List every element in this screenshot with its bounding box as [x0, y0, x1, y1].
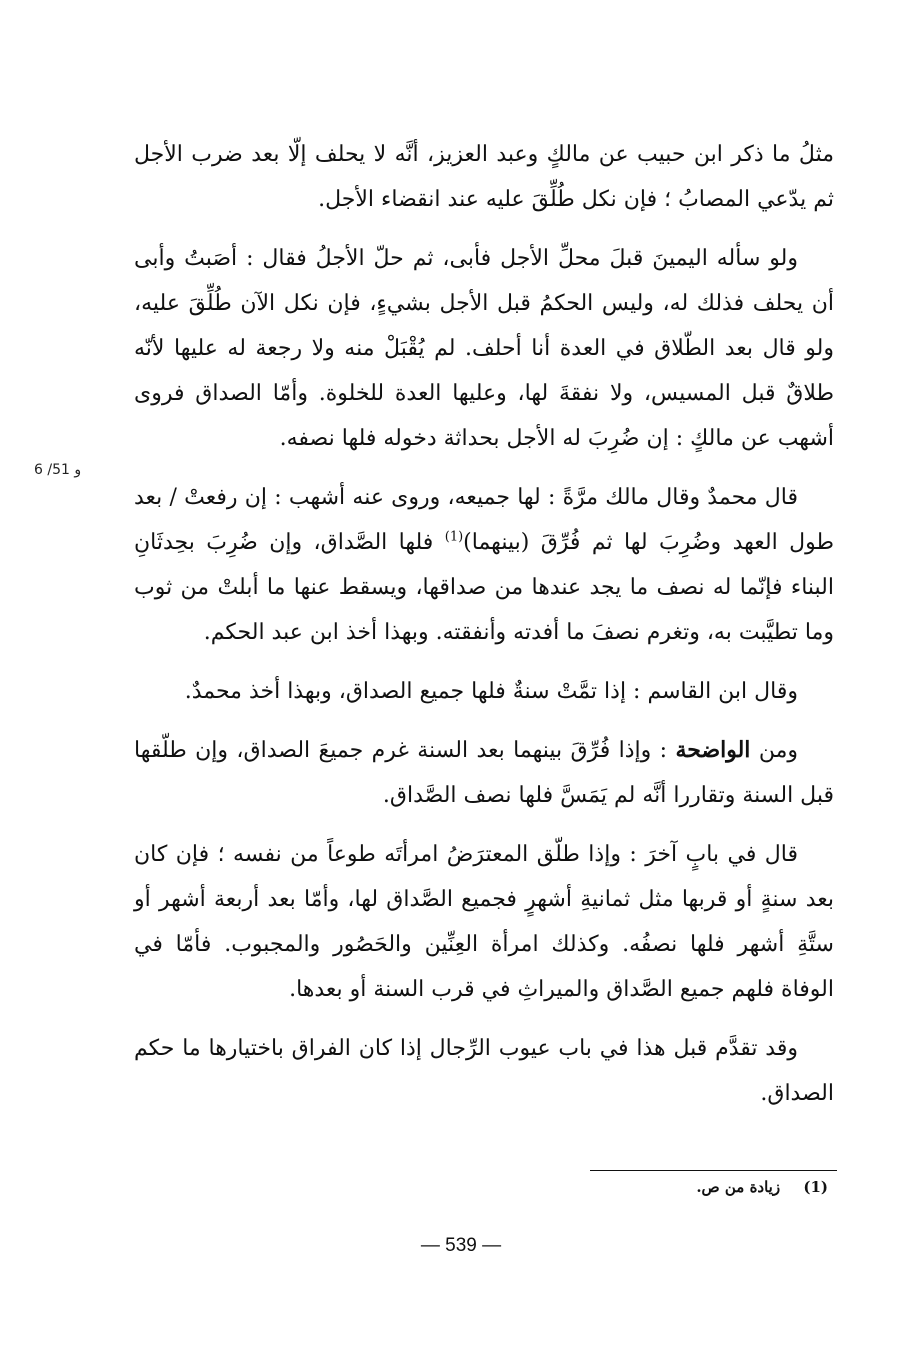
- page-number: — 539 —: [420, 1235, 502, 1256]
- main-text: [134, 132, 834, 1116]
- footnote: [696, 1178, 828, 1196]
- footnote-number: (1): [803, 1178, 828, 1196]
- paragraph-2: ولو سأله اليمينَ قبلَ محلِّ الأجل فأبى، ثم حلّ الأجلُ فقال : أصَبتُ وأبى أن يحلف فذلك له، وليس الحكمُ قبل الأجل بشيءٍ، فإن نكل الآن طُلِّقَ عليه، ولو قال بعد الطّلاق في العدة أنا أحلف. لم يُقْبَلْ منه ولا رجعة له عليها لأنّه طلاقٌ قبل المسيس، ولا نفقةَ لها، وعليها العدة للخلوة. وأمّا الصداق فروى أشهب عن مالكٍ : إن ضُرِبَ له الأجل بحداثة دخوله فلها نصفه.: [134, 246, 834, 451]
- footnote-text: زيادة من ص.: [696, 1178, 781, 1196]
- paragraph-5-lead: ومن: [750, 738, 798, 763]
- paragraph-6: قال في بابٍ آخرَ : وإذا طلّق المعترَضُ امرأتَه طوعاً من نفسه ؛ فإن كان بعد سنةٍ أو قربها مثل ثمانيةِ أشهرٍ فجميع الصَّداق لها، وأمّا بعد أربعة أشهر أو ستَّةِ أشهر فلها نصفُه. وكذلك امرأة العِنِّين والحَصُور والمجبوب. فأمّا في الوفاة فلهم جميع الصَّداق والميراثِ في قرب السنة أو بعدها.: [134, 842, 834, 1002]
- paragraph-7: وقد تقدَّم قبل هذا في باب عيوب الرِّجال إذا كان الفراق باختيارها ما حكم الصداق.: [134, 1036, 834, 1106]
- paragraph-5: [134, 728, 834, 818]
- source-title-wadiha: الواضحة: [675, 737, 751, 763]
- paragraph-3-text-a: قال محمدٌ وقال مالك مرَّةً : لها جميعه، وروى عنه أشهب : إن رفعتْ / بعد طول العهد وضُرِبَ لها ثم فُرِّقَ (بينهما): [134, 485, 834, 555]
- paragraph-5-rest: : وإذا فُرِّقَ بينهما بعد السنة غرم جميعَ الصداق، وإن طلّقها قبل السنة وتقاررا أنَّه لم يَمَسَّ فلها نصف الصَّداق.: [134, 738, 834, 808]
- paragraph-3: [134, 475, 834, 655]
- footnote-divider: [590, 1170, 837, 1171]
- paragraph-4: وقال ابن القاسم : إذا تمَّتْ سنةٌ فلها جميع الصداق، وبهذا أخذ محمدٌ.: [184, 679, 798, 704]
- footnote-ref: (1): [444, 529, 464, 545]
- manuscript-folio-note: 6 /51 و: [34, 462, 82, 478]
- paragraph-1: مثلُ ما ذكر ابن حبيب عن مالكٍ وعبد العزيز، أنَّه لا يحلف إلّا بعد ضرب الأجل ثم يدّعي المصابُ ؛ فإن نكل طُلِّقَ عليه عند انقضاء الأجل.: [134, 142, 834, 212]
- paragraph-3-text-b: فلها الصَّداق، وإن ضُرِبَ بحِدثَانِ البناء فإنّما له نصف ما يجد عندها من صداقها، ويسقط عنها ما أبلتْ من ثوب وما تطيَّبت به، وتغرم نصفَ ما أفدته وأنفقته. وبهذا أخذ ابن عبد الحكم.: [134, 530, 834, 645]
